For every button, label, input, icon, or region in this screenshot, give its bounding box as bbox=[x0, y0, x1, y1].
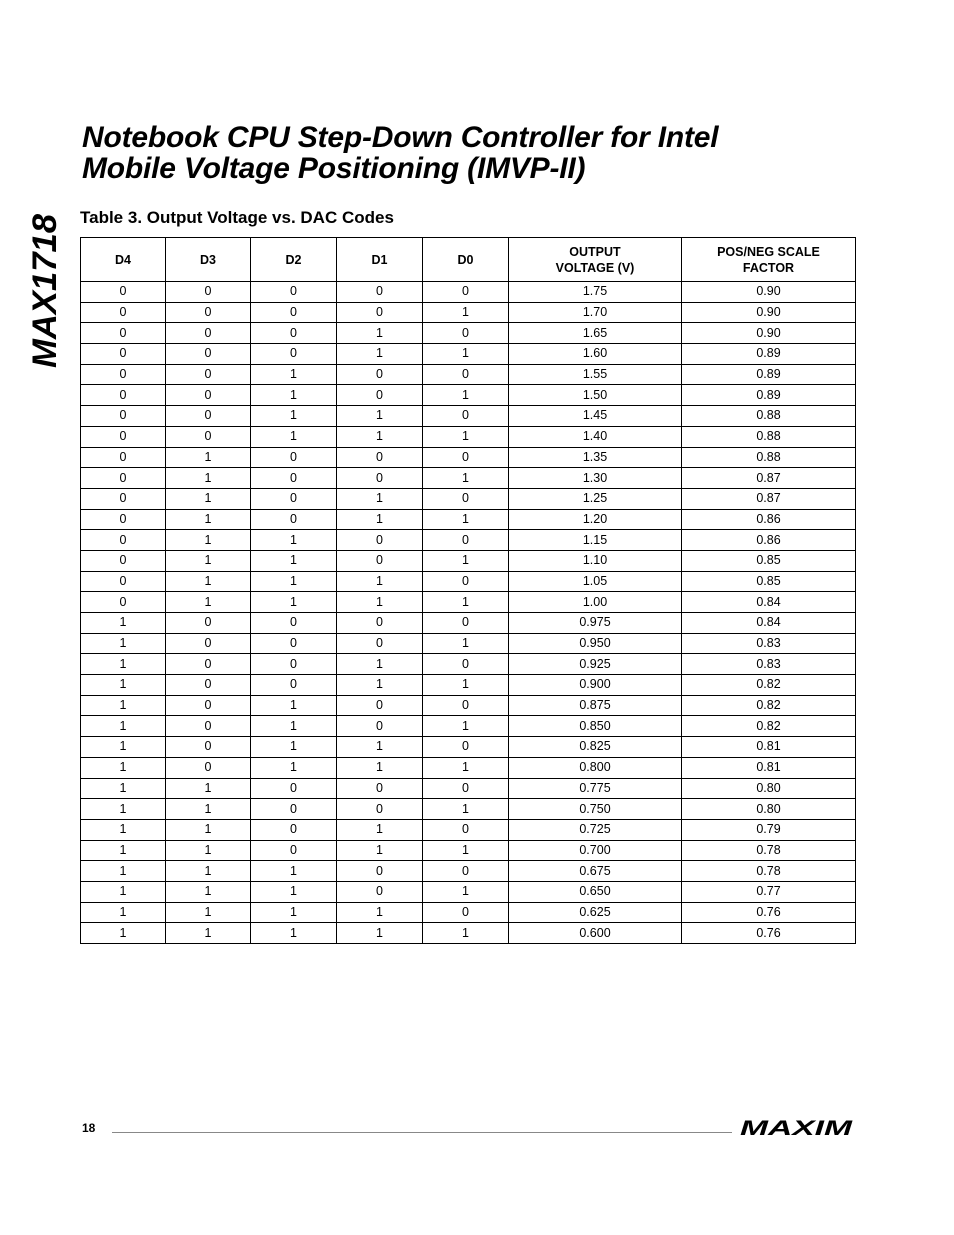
table-cell: 1 bbox=[251, 923, 337, 944]
column-header bbox=[337, 238, 423, 282]
table-row bbox=[81, 509, 856, 530]
table-cell: 1 bbox=[166, 881, 251, 902]
table-cell: 1 bbox=[251, 364, 337, 385]
table-cell: 0.87 bbox=[682, 468, 856, 489]
table-cell: 0.87 bbox=[682, 488, 856, 509]
table-cell: 1 bbox=[337, 737, 423, 758]
table-cell: 1.45 bbox=[509, 406, 682, 427]
table-cell: 0.80 bbox=[682, 799, 856, 820]
table-row bbox=[81, 530, 856, 551]
table-cell: 0.82 bbox=[682, 675, 856, 696]
table-cell: 1 bbox=[166, 861, 251, 882]
table-cell: 1 bbox=[251, 695, 337, 716]
table-cell: 0 bbox=[81, 406, 166, 427]
table-cell: 0 bbox=[166, 654, 251, 675]
table-cell: 1 bbox=[423, 923, 509, 944]
table-cell: 0 bbox=[423, 488, 509, 509]
table-cell: 0 bbox=[337, 716, 423, 737]
part-number-text: MAX1718 bbox=[26, 216, 64, 368]
column-header-line: D1 bbox=[371, 252, 388, 267]
table-cell: 1 bbox=[81, 840, 166, 861]
column-header bbox=[509, 238, 682, 282]
table-cell: 0.925 bbox=[509, 654, 682, 675]
table-cell: 0 bbox=[423, 364, 509, 385]
table-row bbox=[81, 633, 856, 654]
table-cell: 0 bbox=[423, 323, 509, 344]
table-cell: 1 bbox=[337, 757, 423, 778]
table-cell: 0.850 bbox=[509, 716, 682, 737]
column-header-line: FACTOR bbox=[742, 260, 795, 275]
table-cell: 1 bbox=[166, 530, 251, 551]
table-cell: 0 bbox=[423, 695, 509, 716]
table-cell: 0 bbox=[423, 654, 509, 675]
table-cell: 0 bbox=[166, 426, 251, 447]
table-cell: 1 bbox=[81, 819, 166, 840]
table-cell: 1 bbox=[337, 488, 423, 509]
table-cell: 0.825 bbox=[509, 737, 682, 758]
table-row bbox=[81, 468, 856, 489]
table-cell: 0.675 bbox=[509, 861, 682, 882]
table-cell: 0.900 bbox=[509, 675, 682, 696]
page-number: 18 bbox=[82, 1121, 96, 1135]
table-cell: 0 bbox=[166, 364, 251, 385]
table-cell: 1.65 bbox=[509, 323, 682, 344]
table-cell: 0.625 bbox=[509, 902, 682, 923]
table-cell: 0 bbox=[251, 840, 337, 861]
table-cell: 1 bbox=[251, 571, 337, 592]
table-cell: 1.30 bbox=[509, 468, 682, 489]
column-header bbox=[682, 238, 856, 282]
table-cell: 1 bbox=[423, 840, 509, 861]
table-row bbox=[81, 902, 856, 923]
table-cell: 1 bbox=[423, 344, 509, 365]
table-cell: 0 bbox=[166, 633, 251, 654]
table-cell: 1 bbox=[166, 778, 251, 799]
table-cell: 1.35 bbox=[509, 447, 682, 468]
table-cell: 1.75 bbox=[509, 282, 682, 303]
table-cell: 0 bbox=[81, 509, 166, 530]
table-cell: 0.78 bbox=[682, 861, 856, 882]
table-row bbox=[81, 840, 856, 861]
table-cell: 0.85 bbox=[682, 571, 856, 592]
table-cell: 0 bbox=[81, 282, 166, 303]
table-cell: 0.88 bbox=[682, 426, 856, 447]
table-cell: 1 bbox=[81, 799, 166, 820]
table-cell: 1 bbox=[81, 778, 166, 799]
table-cell: 0 bbox=[423, 861, 509, 882]
table-caption: Table 3. Output Voltage vs. DAC Codes bbox=[80, 208, 394, 227]
table-cell: 1 bbox=[423, 550, 509, 571]
table-row bbox=[81, 364, 856, 385]
table-cell: 1 bbox=[251, 737, 337, 758]
table-cell: 0 bbox=[251, 447, 337, 468]
table-cell: 1 bbox=[166, 592, 251, 613]
table-row bbox=[81, 695, 856, 716]
table-cell: 0 bbox=[337, 302, 423, 323]
footer-rule bbox=[112, 1132, 732, 1133]
table-cell: 1 bbox=[337, 654, 423, 675]
table-cell: 0 bbox=[166, 757, 251, 778]
table-cell: 1 bbox=[166, 923, 251, 944]
table-cell: 1 bbox=[251, 881, 337, 902]
table-row bbox=[81, 344, 856, 365]
table-cell: 1 bbox=[81, 633, 166, 654]
table-cell: 0 bbox=[337, 468, 423, 489]
table-cell: 1 bbox=[81, 613, 166, 634]
column-header-line: VOLTAGE (V) bbox=[555, 260, 635, 275]
table-cell: 0 bbox=[81, 323, 166, 344]
column-header-line: OUTPUT bbox=[569, 244, 621, 259]
maxim-logo-text: MAXIM bbox=[740, 1118, 853, 1138]
table-cell: 0.700 bbox=[509, 840, 682, 861]
table-cell: 0.800 bbox=[509, 757, 682, 778]
table-cell: 1 bbox=[251, 861, 337, 882]
table-cell: 1 bbox=[337, 323, 423, 344]
table-cell: 1 bbox=[81, 654, 166, 675]
table-row bbox=[81, 737, 856, 758]
table-cell: 1 bbox=[81, 881, 166, 902]
document-title-line1: Notebook CPU Step-Down Controller for Intel bbox=[82, 121, 719, 154]
column-header bbox=[423, 238, 509, 282]
table-row bbox=[81, 881, 856, 902]
table-cell: 0 bbox=[337, 861, 423, 882]
table-cell: 0.81 bbox=[682, 757, 856, 778]
column-header-line: POS/NEG SCALE bbox=[717, 244, 820, 259]
table-row bbox=[81, 654, 856, 675]
table-cell: 0 bbox=[423, 778, 509, 799]
table-cell: 1.50 bbox=[509, 385, 682, 406]
table-cell: 1 bbox=[81, 861, 166, 882]
table-cell: 0.86 bbox=[682, 530, 856, 551]
table-cell: 1.40 bbox=[509, 426, 682, 447]
table-cell: 0.89 bbox=[682, 344, 856, 365]
table-cell: 0.650 bbox=[509, 881, 682, 902]
table-cell: 0.775 bbox=[509, 778, 682, 799]
table-row bbox=[81, 571, 856, 592]
table-row bbox=[81, 385, 856, 406]
table-cell: 1 bbox=[337, 592, 423, 613]
table-cell: 0 bbox=[251, 282, 337, 303]
table-cell: 1 bbox=[423, 633, 509, 654]
table-cell: 0 bbox=[251, 468, 337, 489]
table-cell: 0 bbox=[251, 323, 337, 344]
document-title bbox=[82, 122, 902, 184]
table-cell: 0.90 bbox=[682, 302, 856, 323]
table-cell: 0 bbox=[423, 282, 509, 303]
table-cell: 1 bbox=[251, 902, 337, 923]
table-cell: 0 bbox=[251, 633, 337, 654]
table-cell: 0 bbox=[251, 344, 337, 365]
table-cell: 1 bbox=[166, 488, 251, 509]
table-cell: 1 bbox=[337, 344, 423, 365]
table-cell: 0 bbox=[423, 571, 509, 592]
table-cell: 0.83 bbox=[682, 654, 856, 675]
table-cell: 1.25 bbox=[509, 488, 682, 509]
table-cell: 0 bbox=[166, 675, 251, 696]
table-row bbox=[81, 613, 856, 634]
table-cell: 0 bbox=[251, 613, 337, 634]
table-row bbox=[81, 757, 856, 778]
table-cell: 1 bbox=[81, 695, 166, 716]
dac-code-table bbox=[80, 237, 856, 944]
table-cell: 0 bbox=[337, 530, 423, 551]
table-cell: 0.76 bbox=[682, 923, 856, 944]
table-cell: 0.88 bbox=[682, 447, 856, 468]
table-row bbox=[81, 488, 856, 509]
table-cell: 0 bbox=[337, 695, 423, 716]
table-cell: 1.05 bbox=[509, 571, 682, 592]
table-cell: 0 bbox=[81, 447, 166, 468]
table-row bbox=[81, 550, 856, 571]
table-cell: 1 bbox=[337, 571, 423, 592]
table-cell: 0.84 bbox=[682, 592, 856, 613]
table-cell: 0.89 bbox=[682, 385, 856, 406]
table-cell: 1 bbox=[251, 716, 337, 737]
column-header-line: D4 bbox=[115, 252, 131, 267]
table-row bbox=[81, 592, 856, 613]
table-cell: 1 bbox=[337, 819, 423, 840]
table-cell: 0 bbox=[166, 613, 251, 634]
table-header-row bbox=[81, 238, 856, 282]
table-cell: 1 bbox=[251, 385, 337, 406]
table-cell: 0 bbox=[81, 488, 166, 509]
table-cell: 0.79 bbox=[682, 819, 856, 840]
table-cell: 0 bbox=[423, 613, 509, 634]
table-cell: 1 bbox=[337, 406, 423, 427]
table-cell: 0.90 bbox=[682, 282, 856, 303]
table-cell: 1 bbox=[337, 675, 423, 696]
table-cell: 0 bbox=[337, 778, 423, 799]
table-cell: 1 bbox=[423, 716, 509, 737]
table-cell: 0 bbox=[251, 675, 337, 696]
table-cell: 0 bbox=[251, 819, 337, 840]
table-cell: 0.85 bbox=[682, 550, 856, 571]
table-cell: 0 bbox=[166, 716, 251, 737]
table-cell: 0 bbox=[81, 344, 166, 365]
table-row bbox=[81, 861, 856, 882]
table-cell: 1 bbox=[251, 592, 337, 613]
table-cell: 0 bbox=[81, 302, 166, 323]
table-row bbox=[81, 778, 856, 799]
table-cell: 1 bbox=[423, 592, 509, 613]
table-cell: 0 bbox=[251, 302, 337, 323]
table-cell: 1 bbox=[423, 675, 509, 696]
maxim-logo bbox=[740, 1118, 855, 1138]
table-cell: 0 bbox=[337, 447, 423, 468]
table-cell: 0 bbox=[337, 364, 423, 385]
table-cell: 0.750 bbox=[509, 799, 682, 820]
table-cell: 0 bbox=[81, 385, 166, 406]
column-header-line: D3 bbox=[200, 252, 216, 267]
table-cell: 0.82 bbox=[682, 695, 856, 716]
table-cell: 1.55 bbox=[509, 364, 682, 385]
table-cell: 1 bbox=[423, 468, 509, 489]
table-cell: 0 bbox=[337, 550, 423, 571]
table-cell: 1.00 bbox=[509, 592, 682, 613]
table-cell: 1 bbox=[166, 509, 251, 530]
table-cell: 1 bbox=[166, 571, 251, 592]
table-cell: 1 bbox=[423, 426, 509, 447]
table-row bbox=[81, 282, 856, 303]
table-cell: 0 bbox=[81, 592, 166, 613]
table-cell: 1 bbox=[423, 509, 509, 530]
table-cell: 0.600 bbox=[509, 923, 682, 944]
table-cell: 1.10 bbox=[509, 550, 682, 571]
table-cell: 0.81 bbox=[682, 737, 856, 758]
table-cell: 0.84 bbox=[682, 613, 856, 634]
table-cell: 1.15 bbox=[509, 530, 682, 551]
table-cell: 0 bbox=[423, 902, 509, 923]
table-cell: 1 bbox=[423, 302, 509, 323]
table-cell: 0 bbox=[166, 344, 251, 365]
table-cell: 0.78 bbox=[682, 840, 856, 861]
table-cell: 1 bbox=[337, 509, 423, 530]
table-cell: 0 bbox=[423, 447, 509, 468]
table-cell: 1 bbox=[423, 385, 509, 406]
table-cell: 0 bbox=[251, 799, 337, 820]
table-cell: 0 bbox=[337, 799, 423, 820]
table-cell: 1 bbox=[166, 468, 251, 489]
table-cell: 1 bbox=[337, 426, 423, 447]
table-cell: 1 bbox=[81, 757, 166, 778]
table-cell: 1 bbox=[251, 426, 337, 447]
table-cell: 0 bbox=[81, 550, 166, 571]
table-cell: 0.875 bbox=[509, 695, 682, 716]
table-cell: 1 bbox=[251, 530, 337, 551]
table-cell: 0.83 bbox=[682, 633, 856, 654]
table-row bbox=[81, 716, 856, 737]
table-cell: 1 bbox=[81, 716, 166, 737]
table-cell: 1 bbox=[166, 447, 251, 468]
table-row bbox=[81, 406, 856, 427]
table-cell: 1.60 bbox=[509, 344, 682, 365]
table-cell: 0 bbox=[81, 571, 166, 592]
table-cell: 1 bbox=[166, 902, 251, 923]
table-cell: 0 bbox=[423, 406, 509, 427]
table-row bbox=[81, 302, 856, 323]
table-cell: 1 bbox=[81, 737, 166, 758]
table-cell: 0.725 bbox=[509, 819, 682, 840]
table-cell: 0 bbox=[251, 488, 337, 509]
table-row bbox=[81, 923, 856, 944]
table-cell: 1 bbox=[337, 923, 423, 944]
table-cell: 1 bbox=[337, 902, 423, 923]
table-cell: 0.88 bbox=[682, 406, 856, 427]
table-row bbox=[81, 426, 856, 447]
column-header bbox=[251, 238, 337, 282]
table-cell: 0 bbox=[251, 509, 337, 530]
table-cell: 0 bbox=[423, 737, 509, 758]
table-cell: 0.89 bbox=[682, 364, 856, 385]
table-cell: 0 bbox=[337, 282, 423, 303]
table-cell: 0.82 bbox=[682, 716, 856, 737]
table-cell: 1 bbox=[423, 757, 509, 778]
table-cell: 0 bbox=[337, 385, 423, 406]
document-title-line2: Mobile Voltage Positioning (IMVP-II) bbox=[82, 152, 586, 185]
table-cell: 0 bbox=[166, 385, 251, 406]
table-cell: 1 bbox=[81, 675, 166, 696]
table-row bbox=[81, 675, 856, 696]
table-cell: 1 bbox=[166, 840, 251, 861]
table-cell: 0 bbox=[166, 302, 251, 323]
table-cell: 0 bbox=[337, 633, 423, 654]
table-cell: 1 bbox=[166, 799, 251, 820]
column-header-line: D2 bbox=[285, 252, 302, 267]
table-body bbox=[81, 282, 856, 944]
part-number-side-label bbox=[22, 210, 66, 370]
table-cell: 0.950 bbox=[509, 633, 682, 654]
table-cell: 0 bbox=[423, 819, 509, 840]
table-cell: 0 bbox=[166, 737, 251, 758]
table-row bbox=[81, 819, 856, 840]
table-cell: 0 bbox=[81, 426, 166, 447]
table-cell: 0 bbox=[81, 468, 166, 489]
table-cell: 0 bbox=[81, 364, 166, 385]
table-cell: 1.20 bbox=[509, 509, 682, 530]
table-cell: 0 bbox=[166, 323, 251, 344]
table-cell: 1 bbox=[251, 406, 337, 427]
column-header-line: D0 bbox=[457, 252, 474, 267]
column-header bbox=[166, 238, 251, 282]
table-cell: 1 bbox=[423, 799, 509, 820]
table-cell: 1.70 bbox=[509, 302, 682, 323]
table-cell: 0 bbox=[251, 654, 337, 675]
table-cell: 0.90 bbox=[682, 323, 856, 344]
table-cell: 0 bbox=[166, 406, 251, 427]
table-cell: 1 bbox=[81, 923, 166, 944]
table-cell: 0 bbox=[166, 282, 251, 303]
table-cell: 1 bbox=[166, 819, 251, 840]
table-cell: 1 bbox=[166, 550, 251, 571]
table-cell: 1 bbox=[423, 881, 509, 902]
table-cell: 1 bbox=[251, 757, 337, 778]
table-row bbox=[81, 447, 856, 468]
table-cell: 0 bbox=[81, 530, 166, 551]
table-cell: 0.76 bbox=[682, 902, 856, 923]
table-cell: 0 bbox=[337, 613, 423, 634]
table-cell: 1 bbox=[337, 840, 423, 861]
table-cell: 0.86 bbox=[682, 509, 856, 530]
table-cell: 1 bbox=[251, 550, 337, 571]
table-cell: 0 bbox=[251, 778, 337, 799]
table-row bbox=[81, 323, 856, 344]
table-cell: 0.80 bbox=[682, 778, 856, 799]
table-cell: 0 bbox=[166, 695, 251, 716]
table-cell: 1 bbox=[81, 902, 166, 923]
table-row bbox=[81, 799, 856, 820]
table-cell: 0.975 bbox=[509, 613, 682, 634]
table-cell: 0.77 bbox=[682, 881, 856, 902]
table-cell: 0 bbox=[423, 530, 509, 551]
table-cell: 0 bbox=[337, 881, 423, 902]
column-header bbox=[81, 238, 166, 282]
